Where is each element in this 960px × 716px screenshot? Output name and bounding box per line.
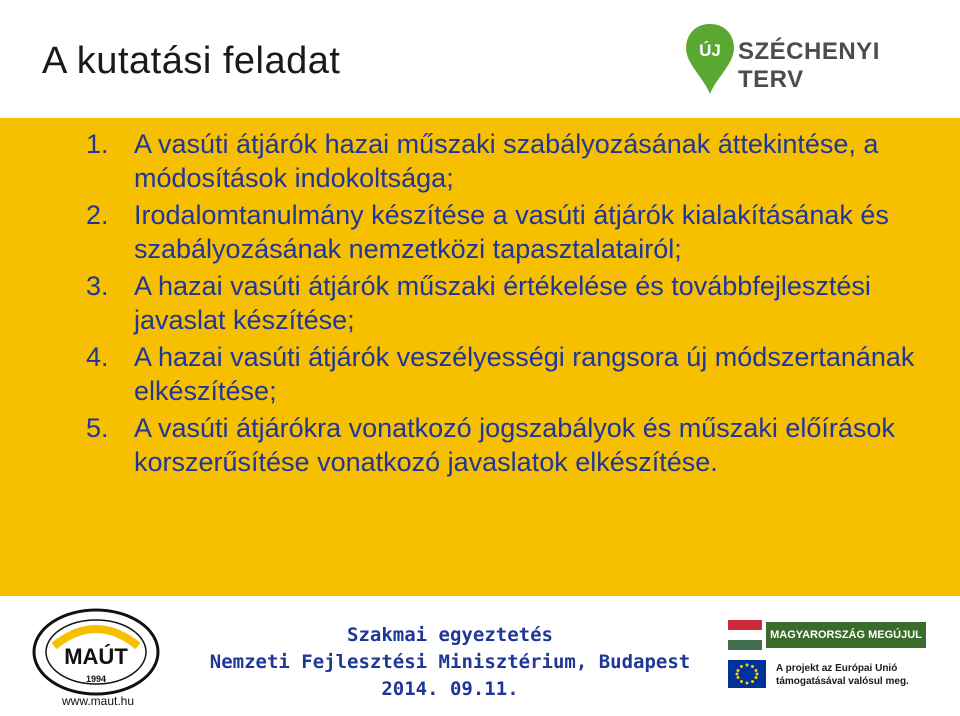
footer xyxy=(0,596,960,716)
maut-year: 1994 xyxy=(85,674,107,684)
maut-logo xyxy=(30,606,162,696)
szechenyi-terv-logo xyxy=(680,20,950,100)
eu-flag-icon xyxy=(728,660,766,688)
map-pin-icon xyxy=(680,20,740,100)
item-text: A hazai vasúti átjárók műszaki értékelése és továbbfejlesztési javaslat készítése; xyxy=(134,271,871,335)
slide-title: A kutatási feladat xyxy=(42,40,341,82)
eu-text-line-1: A projekt az Európai Unió xyxy=(776,663,898,674)
eu-support-text xyxy=(776,662,909,688)
item-text: A vasúti átjárókra vonatkozó jogszabályok és műszaki előírások korszerűsítése vonatkozó javaslatok elkészítése. xyxy=(134,413,895,477)
hungarian-flag-icon xyxy=(728,620,762,650)
task-list xyxy=(0,127,960,479)
item-text: A hazai vasúti átjárók veszélyességi rangsora új módszertanának elkészítése; xyxy=(134,342,915,406)
list-item xyxy=(0,127,960,195)
list-item xyxy=(0,198,960,266)
footer-meeting-info xyxy=(190,622,710,703)
item-number: 5. xyxy=(86,413,109,443)
task-list-panel xyxy=(0,118,960,596)
footer-line-3: 2014. 09.11. xyxy=(381,678,519,700)
pin-label: ÚJ xyxy=(699,41,721,60)
item-number: 4. xyxy=(86,342,109,372)
list-item xyxy=(0,269,960,337)
item-text: A vasúti átjárók hazai műszaki szabályozásának áttekintése, a módosítások indokoltsága; xyxy=(134,129,879,193)
item-number: 2. xyxy=(86,200,109,230)
magyarorszag-megujul-banner: MAGYARORSZÁG MEGÚJUL xyxy=(766,622,926,648)
item-number: 3. xyxy=(86,271,109,301)
footer-line-1: Szakmai egyeztetés xyxy=(347,624,553,646)
eu-funding-block xyxy=(718,610,950,700)
maut-url: www.maut.hu xyxy=(62,694,135,708)
eu-text-line-2: támogatásával valósul meg. xyxy=(776,676,909,687)
list-item xyxy=(0,340,960,408)
list-item xyxy=(0,411,960,479)
header xyxy=(0,0,960,118)
item-number: 1. xyxy=(86,129,109,159)
footer-line-2: Nemzeti Fejlesztési Minisztérium, Budapest xyxy=(209,651,691,673)
item-text: Irodalomtanulmány készítése a vasúti átjárók kialakításának és szabályozásának nemzetközi tapasztalatairól; xyxy=(134,200,889,264)
maut-name: MAÚT xyxy=(64,644,128,669)
logo-text: SZÉCHENYI TERV xyxy=(738,38,880,93)
